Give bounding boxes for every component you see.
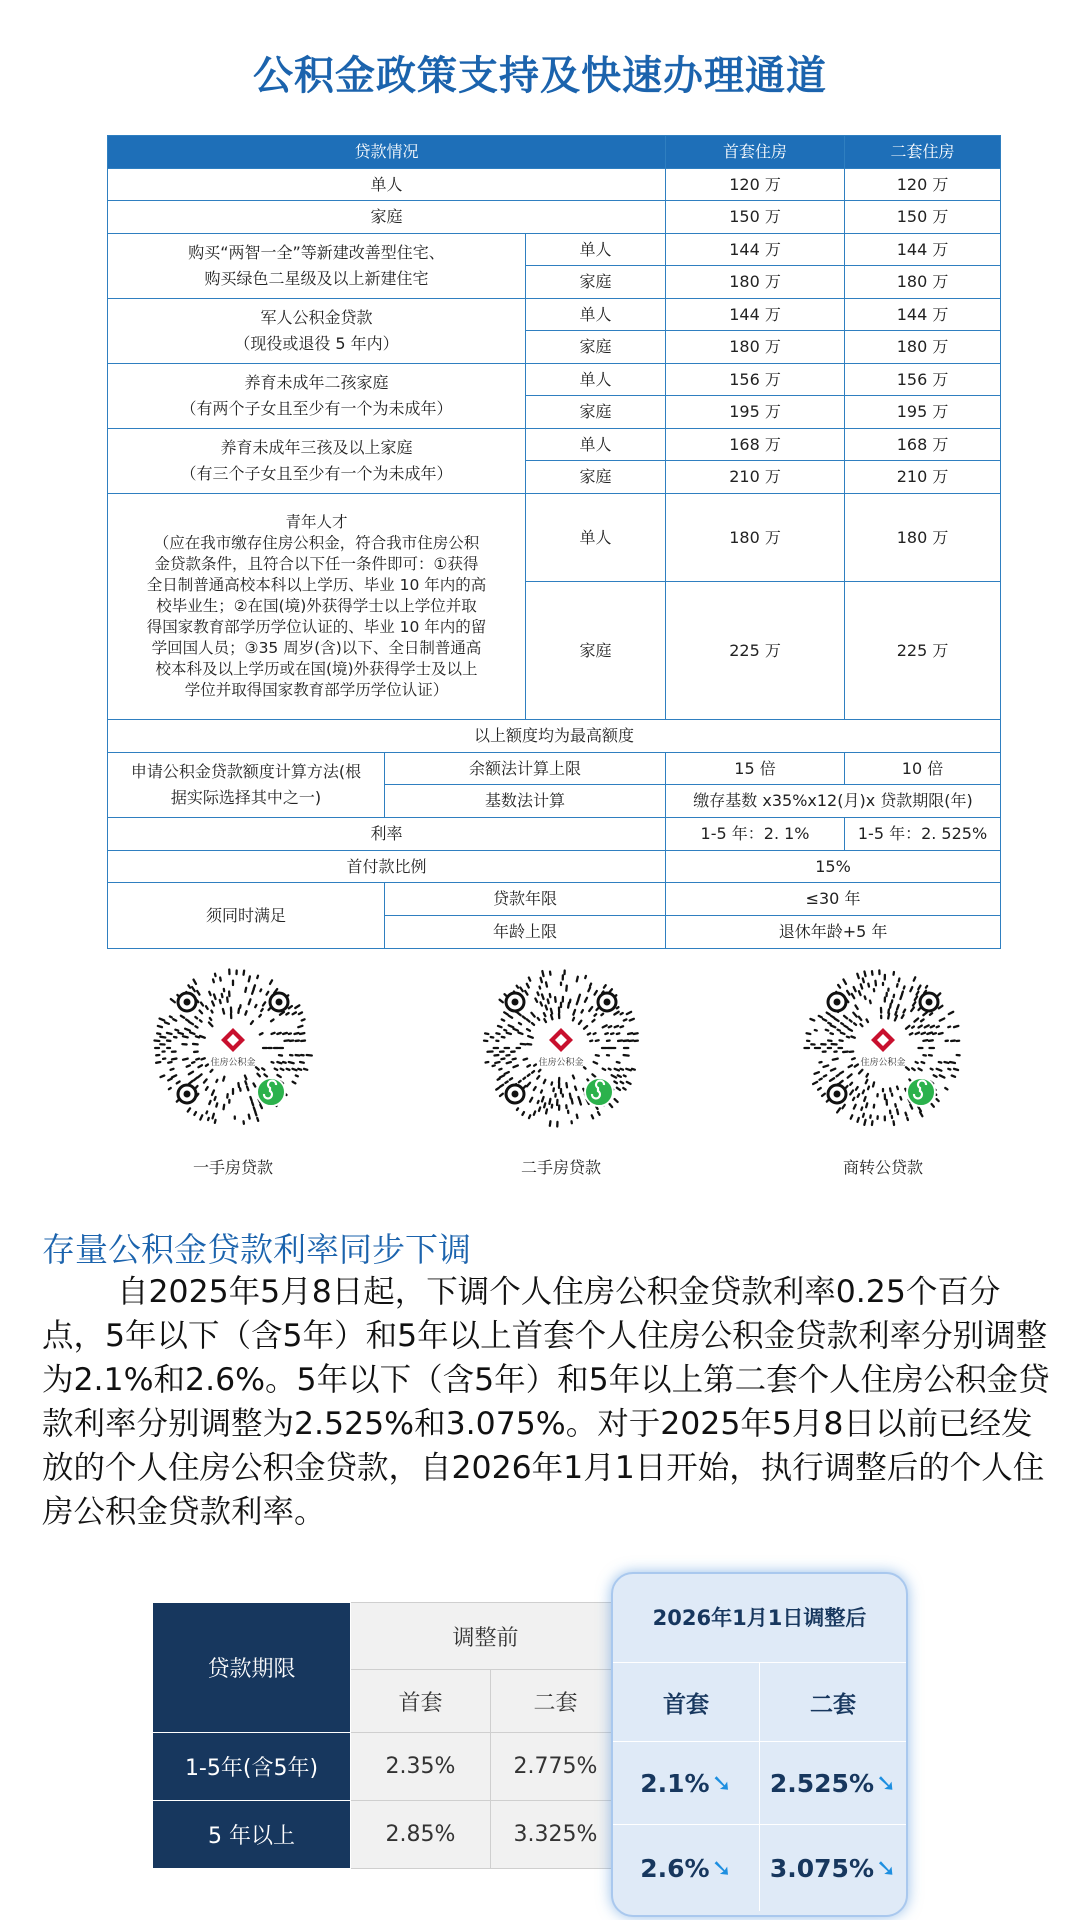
table-row [108,818,1001,851]
table-row [108,234,1001,266]
row-type: 单人 [526,299,666,331]
after-second-rate-cell [759,1825,906,1911]
qr-label-new-home: 一手房贷款 [192,1158,273,1177]
table-row [108,364,1001,396]
desc-line: 全日制普通高校本科以上学历、毕业 10 年内的高 [146,576,487,594]
table-row [108,883,1001,916]
table-row [613,1825,906,1911]
table-row [108,429,1001,461]
row-type: 单人 [526,494,666,582]
header-second-home: 二套住房 [845,136,1001,169]
cell-second: 150 万 [845,201,1001,234]
desc-line: 学回国人员；③35 周岁(含)以下、全日制普通高 [151,639,482,657]
cell-second: 225 万 [845,582,1001,720]
balance-method-label: 余额法计算上限 [385,753,666,785]
before-second-rate: 2.775% [491,1733,621,1801]
max-amount-note: 以上额度均为最高额度 [108,720,1001,753]
cell-first: 180 万 [666,266,845,299]
cell-first: 168 万 [666,429,845,461]
requirements-label: 须同时满足 [108,883,385,949]
group-desc [108,299,526,364]
cell-first: 195 万 [666,396,845,429]
row-type: 单人 [526,429,666,461]
table-row [108,720,1001,753]
desc-line: 申请公积金贷款额度计算方法(根 [130,762,362,781]
cell-second: 156 万 [845,364,1001,396]
cell-first: 1-5 年：2. 1% [666,818,845,851]
after-second-rate: 3.075% [769,1853,875,1883]
before-first-rate: 2.85% [351,1801,491,1869]
cell-second: 120 万 [845,169,1001,201]
row-label: 单人 [108,169,666,201]
cell-first: 144 万 [666,299,845,331]
table-row [153,1801,621,1869]
mini-program-code-graphic [481,968,641,1128]
cell-first: 156 万 [666,364,845,396]
qr-label-second-hand: 二手房贷款 [520,1158,601,1177]
desc-line: 购买“两智一全”等新建改善型住宅、 [188,243,445,262]
qr-label-commercial-transfer: 商转公贷款 [842,1158,923,1177]
arrow-down-icon: ➘ [711,1854,732,1882]
before-first-label: 首套 [351,1670,491,1733]
table-row [108,299,1001,331]
arrow-down-icon: ➘ [711,1769,732,1797]
row-type: 单人 [526,234,666,266]
table-row [153,1733,621,1801]
cell-second: 180 万 [845,494,1001,582]
cell-first: 180 万 [666,494,845,582]
row-type: 家庭 [526,461,666,494]
row-type: 家庭 [526,582,666,720]
group-desc [108,364,526,429]
after-header: 2026年1月1日调整后 [613,1574,906,1663]
after-first-label: 首套 [663,1691,709,1718]
notice-body: 自2025年5月8日起，下调个人住房公积金贷款利率0.25个百分点，5年以下（含5年）和5年以上首套个人住房公积金贷款利率分别调整为2.1%和2.6%。5年以下（含5年）和5年以上第二套个人住房公积金贷款利率分别调整为2.525%和3.075%。对于2025年5月8日以前已经发放的个人住房公积金贷款，自2026年1月1日开始，执行调整后的个人住房公积金贷款利率。 [42,1274,1050,1530]
table-row [108,753,1001,785]
before-second-rate: 3.325% [491,1801,621,1869]
cell-first: 210 万 [666,461,845,494]
qr-code-second-hand[interactable] [481,968,641,1128]
down-payment-value: 15% [666,851,1001,883]
logo-text: 住房公积金 [538,1058,584,1068]
desc-line: （有两个子女且至少有一个为未成年） [180,399,453,418]
before-first-rate: 2.35% [351,1733,491,1801]
table-row [613,1742,906,1825]
arrow-down-icon: ➘ [876,1769,897,1797]
cell-first: 150 万 [666,201,845,234]
cell-second: 144 万 [845,234,1001,266]
qr-code-new-home[interactable] [153,968,313,1128]
desc-line: （现役或退役 5 年内） [234,334,399,353]
desc-line: 青年人才 [285,513,348,531]
cell-second: 144 万 [845,299,1001,331]
logo-text: 住房公积金 [860,1058,906,1068]
row-type: 单人 [526,364,666,396]
desc-line: 金贷款条件，且符合以下任一条件即可：①获得 [154,555,479,573]
row-type: 家庭 [526,266,666,299]
desc-line: 养育未成年三孩及以上家庭 [220,438,413,457]
term-header: 贷款期限 [153,1603,351,1733]
after-first-rate: 2.6% [640,1853,710,1883]
cell-first: 225 万 [666,582,845,720]
group-desc [108,234,526,299]
youth-talent-desc [108,494,526,720]
table-row [108,169,1001,201]
term-cell: 1-5年(含5年) [153,1733,351,1801]
term-cell: 5 年以上 [153,1801,351,1869]
mini-program-code-graphic [153,968,313,1128]
row-type: 家庭 [526,396,666,429]
age-limit-value: 退休年龄+5 年 [666,916,1001,949]
section-title: 存量公积金贷款利率同步下调 [42,1230,471,1269]
page-title: 公积金政策支持及快速办理通道 [253,53,827,99]
desc-line: 据实际选择其中之一) [170,788,322,807]
desc-line: 学位并取得国家教育部学历学位认证） [184,681,449,699]
rate-label: 利率 [108,818,666,851]
cell-first: 144 万 [666,234,845,266]
before-header: 调整前 [351,1603,621,1670]
desc-line: （有三个子女且至少有一个为未成年） [180,464,453,483]
policy-table [107,135,1001,949]
row-type: 家庭 [526,331,666,364]
age-limit-label: 年龄上限 [385,916,666,949]
cell-first: 15 倍 [666,753,845,785]
header-situation: 贷款情况 [108,136,666,169]
qr-code-commercial-transfer[interactable] [803,968,963,1128]
loan-term-value: ≤30 年 [666,883,1001,916]
cell-first: 180 万 [666,331,845,364]
table-row [108,851,1001,883]
cell-second: 168 万 [845,429,1001,461]
after-first-rate-cell [613,1742,759,1824]
desc-line: 军人公积金贷款 [260,308,373,327]
desc-line: 校本科及以上学历或在国(境)外获得学士及以上 [155,660,478,678]
cell-first: 120 万 [666,169,845,201]
after-second-rate: 2.525% [769,1768,875,1798]
cell-second: 210 万 [845,461,1001,494]
group-desc [108,429,526,494]
header-first-home: 首套住房 [666,136,845,169]
cell-second: 10 倍 [845,753,1001,785]
after-second-label: 二套 [759,1663,906,1741]
base-method-label: 基数法计算 [385,785,666,818]
calc-method-label [108,753,385,818]
policy-table-header [108,136,1001,169]
mini-program-code-graphic [803,968,963,1128]
after-adjustment-card [611,1572,908,1917]
after-second-rate-cell [759,1742,906,1824]
loan-term-label: 贷款年限 [385,883,666,916]
row-label: 家庭 [108,201,666,234]
cell-second: 180 万 [845,266,1001,299]
desc-line: 养育未成年二孩家庭 [244,373,389,392]
down-payment-label: 首付款比例 [108,851,666,883]
desc-line: 购买绿色二星级及以上新建住宅 [204,269,429,288]
after-first-rate-cell [613,1825,759,1911]
after-first-rate: 2.1% [640,1768,710,1798]
cell-second: 180 万 [845,331,1001,364]
cell-second: 195 万 [845,396,1001,429]
desc-line: 校毕业生；②在国(境)外获得学士以上学位并取 [156,597,477,615]
arrow-down-icon: ➘ [876,1854,897,1882]
before-second-label: 二套 [491,1670,621,1733]
table-row [108,494,1001,582]
logo-text: 住房公积金 [210,1058,256,1068]
desc-line: （应在我市缴存住房公积金，符合我市住房公积 [153,534,480,552]
cell-second: 1-5 年：2. 525% [845,818,1001,851]
table-row [108,201,1001,234]
base-formula: 缴存基数 x35%x12(月)x 贷款期限(年) [666,785,1001,818]
desc-line: 得国家教育部学历学位认证的、毕业 10 年内的留 [146,618,487,636]
rate-comparison-table [152,1602,621,1869]
